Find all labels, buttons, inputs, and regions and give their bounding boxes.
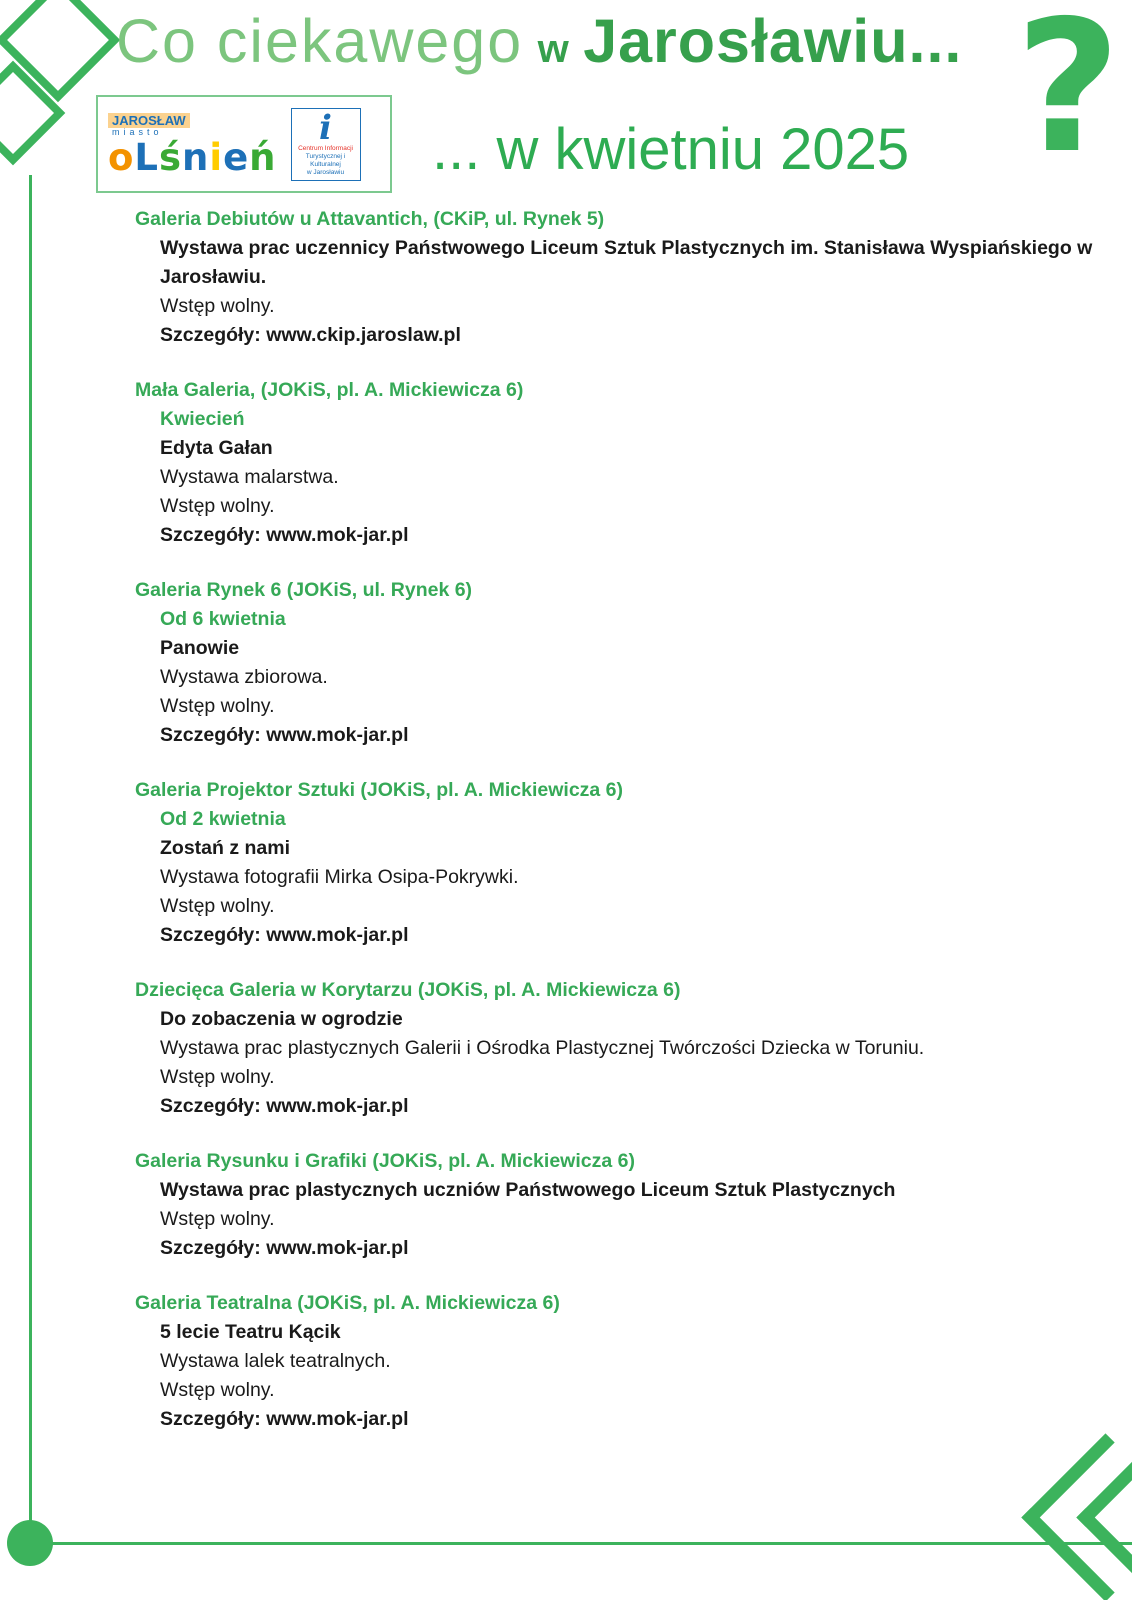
title-light-part: Co ciekawego — [116, 7, 524, 75]
olsnien-letter: L — [134, 135, 159, 179]
event-line: Wystawa prac plastycznych Galerii i Ośrodka Plastycznej Twórczości Dziecka w Toruniu. — [160, 1037, 925, 1059]
decor-corner-circle — [7, 1520, 53, 1566]
olsnien-letter: ś — [159, 135, 183, 179]
event-line: Szczegóły: www.mok-jar.pl — [160, 1095, 409, 1117]
event-heading: Dziecięca Galeria w Korytarzu (JOKiS, pl. A. Mickiewicza 6) — [135, 979, 681, 1001]
event-line: Kwiecień — [160, 408, 245, 430]
city-logo — [108, 112, 277, 179]
event-line: Szczegóły: www.mok-jar.pl — [160, 1237, 409, 1259]
event-line: Wystawa zbiorowa. — [160, 666, 328, 688]
event-line: Szczegóły: www.mok-jar.pl — [160, 1408, 409, 1430]
event-section — [135, 1289, 1095, 1434]
logo-box — [96, 95, 392, 193]
olsnien-letter: ń — [249, 135, 277, 179]
event-section — [135, 205, 1095, 350]
info-caption: Centrum Informacji — [298, 144, 353, 152]
event-line: Wstęp wolny. — [160, 695, 275, 717]
info-caption: Turystycznej i Kulturalnej — [305, 152, 346, 168]
event-section — [135, 1147, 1095, 1263]
event-line: Szczegóły: www.mok-jar.pl — [160, 524, 409, 546]
olsnien-letter: o — [108, 135, 135, 179]
event-line: 5 lecie Teatru Kącik — [160, 1321, 341, 1343]
olsnien-letter: e — [223, 135, 250, 179]
olsnien-letter: i — [209, 135, 224, 179]
city-logo-subtitle: miasto — [112, 126, 163, 137]
event-line: Wstęp wolny. — [160, 495, 275, 517]
city-logo-name: JAROSŁAW — [108, 113, 190, 128]
event-line: Wstęp wolny. — [160, 895, 275, 917]
tourist-info-logo — [291, 108, 361, 181]
event-line: Wystawa malarstwa. — [160, 466, 339, 488]
event-line: Zostań z nami — [160, 837, 291, 859]
event-heading: Mała Galeria, (JOKiS, pl. A. Mickiewicza 6) — [135, 379, 524, 401]
events-list — [135, 205, 1095, 1460]
event-line: Wstęp wolny. — [160, 1208, 275, 1230]
page-subtitle: ... w kwietniu 2025 — [432, 117, 910, 182]
olsnien-wordmark — [108, 135, 277, 179]
question-mark-icon: ? — [1015, 0, 1121, 193]
event-line: Edyta Gałan — [160, 437, 273, 459]
event-section — [135, 376, 1095, 550]
event-line: Wstęp wolny. — [160, 1379, 275, 1401]
event-section — [135, 976, 1095, 1121]
event-line: Wystawa lalek teatralnych. — [160, 1350, 391, 1372]
event-line: Wstęp wolny. — [160, 295, 275, 317]
info-i-icon: i — [319, 107, 332, 148]
page-title — [116, 6, 962, 76]
event-line: Wystawa prac uczennicy Państwowego Liceum Sztuk Plastycznych im. Stanisława Wyspiańskiego w Jarosławiu. — [160, 237, 1093, 288]
event-line: Od 2 kwietnia — [160, 808, 286, 830]
event-section — [135, 776, 1095, 950]
event-line: Do zobaczenia w ogrodzie — [160, 1008, 403, 1030]
olsnien-letter: n — [182, 135, 210, 179]
title-mid-part: w — [537, 27, 569, 71]
decor-left-border-line — [29, 175, 32, 1542]
event-heading: Galeria Rysunku i Grafiki (JOKiS, pl. A. Mickiewicza 6) — [135, 1150, 635, 1172]
decor-bottom-border-line — [29, 1542, 1132, 1545]
event-section — [135, 576, 1095, 750]
event-heading: Galeria Rynek 6 (JOKiS, ul. Rynek 6) — [135, 579, 473, 601]
title-bold-part: Jarosławiu... — [583, 7, 963, 75]
event-line: Wystawa prac plastycznych uczniów Państwowego Liceum Sztuk Plastycznych — [160, 1179, 896, 1201]
event-heading: Galeria Debiutów u Attavantich, (CKiP, ul. Rynek 5) — [135, 208, 605, 230]
event-line: Od 6 kwietnia — [160, 608, 286, 630]
event-line: Szczegóły: www.ckip.jaroslaw.pl — [160, 324, 461, 346]
event-line: Szczegóły: www.mok-jar.pl — [160, 924, 409, 946]
event-line: Szczegóły: www.mok-jar.pl — [160, 724, 409, 746]
info-caption: w Jarosławiu — [306, 168, 345, 176]
event-line: Panowie — [160, 637, 240, 659]
event-heading: Galeria Teatralna (JOKiS, pl. A. Mickiewicza 6) — [135, 1292, 560, 1314]
event-line: Wystawa fotografii Mirka Osipa-Pokrywki. — [160, 866, 519, 888]
event-heading: Galeria Projektor Sztuki (JOKiS, pl. A. Mickiewicza 6) — [135, 779, 624, 801]
event-line: Wstęp wolny. — [160, 1066, 275, 1088]
